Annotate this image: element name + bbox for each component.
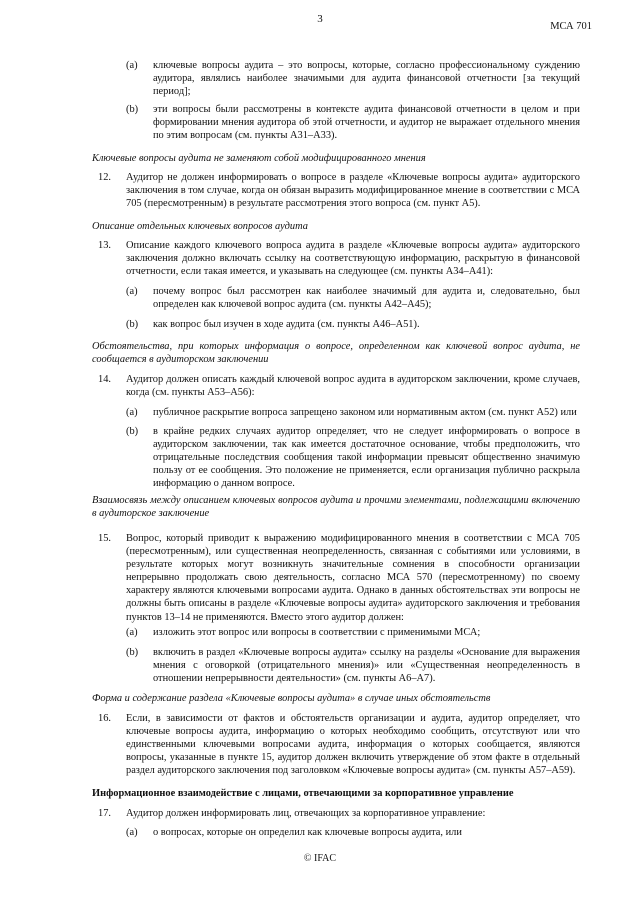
paragraph-text: Если, в зависимости от фактов и обстоятельств организации и аудита, аудитор определяет, что ключевые вопросы аудита, информацию о которых необходимо сообщить, отсутствуют или что единственными ключевыми вопросами аудита, информация о которых сообщается, являются вопросы, указанные в пункте 15, аудитор должен включить утверждение об этом факте в отдельный раздел аудиторского заключения под заголовком «Ключевые вопросы аудита» (см. пункты A57–A59).: [126, 713, 580, 777]
paragraph-text: Описание каждого ключевого вопроса аудита в разделе «Ключевые вопросы аудита» аудиторского заключения должно включать ссылку на соответствующую информацию, раскрытую в финансовой отчетности, если такая имеется, и указывать на следующее (см. пункты A34–A41):: [126, 240, 580, 278]
list-item-label: (b): [126, 647, 139, 658]
section-heading: Ключевые вопросы аудита не заменяют собой модифицированного мнения: [92, 153, 426, 164]
list-item-text: как вопрос был изучен в ходе аудита (см. пункты A46–A51).: [153, 319, 420, 330]
section-heading: Обстоятельства, при которых информация о вопросе, определенном как ключевой вопрос аудита, не сообщается в аудиторском заключении: [92, 341, 580, 366]
list-item-label: (a): [126, 627, 138, 638]
paragraph-text: Аудитор не должен информировать о вопросе в разделе «Ключевые вопросы аудита» аудиторского заключения в том случае, когда он обязан выразить модифицированное мнение в соответствии с МСА 705 (пересмотренным) в результате рассмотрения этого вопроса (см. пункт A5).: [126, 172, 580, 210]
list-item-text: о вопросах, которые он определил как ключевые вопросы аудита, или: [153, 827, 462, 838]
paragraph-number: 16.: [98, 713, 111, 724]
list-item-text: включить в раздел «Ключевые вопросы аудита» ссылку на разделы «Основание для выражения мнения с оговоркой (отрицательного мнения)» или «Существенная неопределенность в отношении непрерывности деятельности» (см. пункты A6–A7).: [153, 647, 580, 685]
paragraph-text: Аудитор должен информировать лиц, отвечающих за корпоративное управление:: [126, 808, 486, 819]
page-number: 3: [317, 13, 323, 25]
paragraph-number: 13.: [98, 240, 111, 251]
list-item-text: изложить этот вопрос или вопросы в соответствии с применимыми МСА;: [153, 627, 481, 638]
list-item-label: (a): [126, 60, 138, 71]
paragraph-number: 15.: [98, 533, 111, 544]
section-heading: Взаимосвязь между описанием ключевых вопросов аудита и прочими элементами, подлежащими включению в аудиторское заключение: [92, 495, 580, 520]
list-item-text: ключевые вопросы аудита – это вопросы, которые, согласно профессиональному суждению аудитора, являлись наиболее значимыми для аудита финансовой отчетности [за текущий период];: [153, 60, 580, 98]
paragraph-number: 14.: [98, 374, 111, 385]
paragraph-number: 17.: [98, 808, 111, 819]
list-item-text: в крайне редких случаях аудитор определяет, что не следует информировать о вопросе в аудиторском заключении, так как имеется достаточное основание, чтобы предположить, что отрицательные последствия сообщения такой информации превысят общественно значимую пользу от ее сообщения. Это положение не применяется, если организация публично раскрыла информацию о данном вопросе.: [153, 426, 580, 490]
paragraph-number: 12.: [98, 172, 111, 183]
section-heading-bold: Информационное взаимодействие с лицами, отвечающими за корпоративное управление: [92, 788, 514, 799]
section-heading: Форма и содержание раздела «Ключевые вопросы аудита» в случае иных обстоятельств: [92, 693, 491, 704]
list-item-label: (b): [126, 104, 139, 115]
page-footer: © IFAC: [303, 853, 337, 864]
paragraph-text: Вопрос, который приводит к выражению модифицированного мнения в соответствии с МСА 705 (пересмотренным), или существенная неопределенность, связанная с событиями или условиями, в результате которых могут возникнуть значительные сомнения в способности организации непрерывно продолжать свою деятельность, согласно МСА 570 (пересмотренному) по своему характеру являются ключевыми вопросами аудита. Однако в данных обстоятельствах эти вопросы не должны быть описаны в разделе «Ключевые вопросы аудита» аудиторского заключения и требования пунктов 13–14 не применяются. Вместо этого аудитор должен:: [126, 533, 580, 623]
list-item-text: публичное раскрытие вопроса запрещено законом или нормативным актом (см. пункт A52) или: [153, 407, 577, 418]
standard-code: МСА 701: [550, 21, 592, 32]
list-item-text: эти вопросы были рассмотрены в контексте аудита финансовой отчетности в целом и при формировании мнения аудитора об этой отчетности, и аудитор не выражает отдельного мнения по этим вопросам (см. пункты A31–A33).: [153, 104, 580, 142]
list-item-label: (b): [126, 426, 139, 437]
section-heading: Описание отдельных ключевых вопросов аудита: [92, 221, 308, 232]
paragraph-text: Аудитор должен описать каждый ключевой вопрос аудита в аудиторском заключении, кроме случаев, когда (см. пункты A53–A56):: [126, 374, 580, 399]
list-item-label: (b): [126, 319, 139, 330]
list-item-text: почему вопрос был рассмотрен как наиболее значимый для аудита и, следовательно, был определен как ключевой вопрос аудита (см. пункты A42–A45);: [153, 286, 580, 311]
list-item-label: (a): [126, 407, 138, 418]
list-item-label: (a): [126, 827, 138, 838]
list-item-label: (a): [126, 286, 138, 297]
